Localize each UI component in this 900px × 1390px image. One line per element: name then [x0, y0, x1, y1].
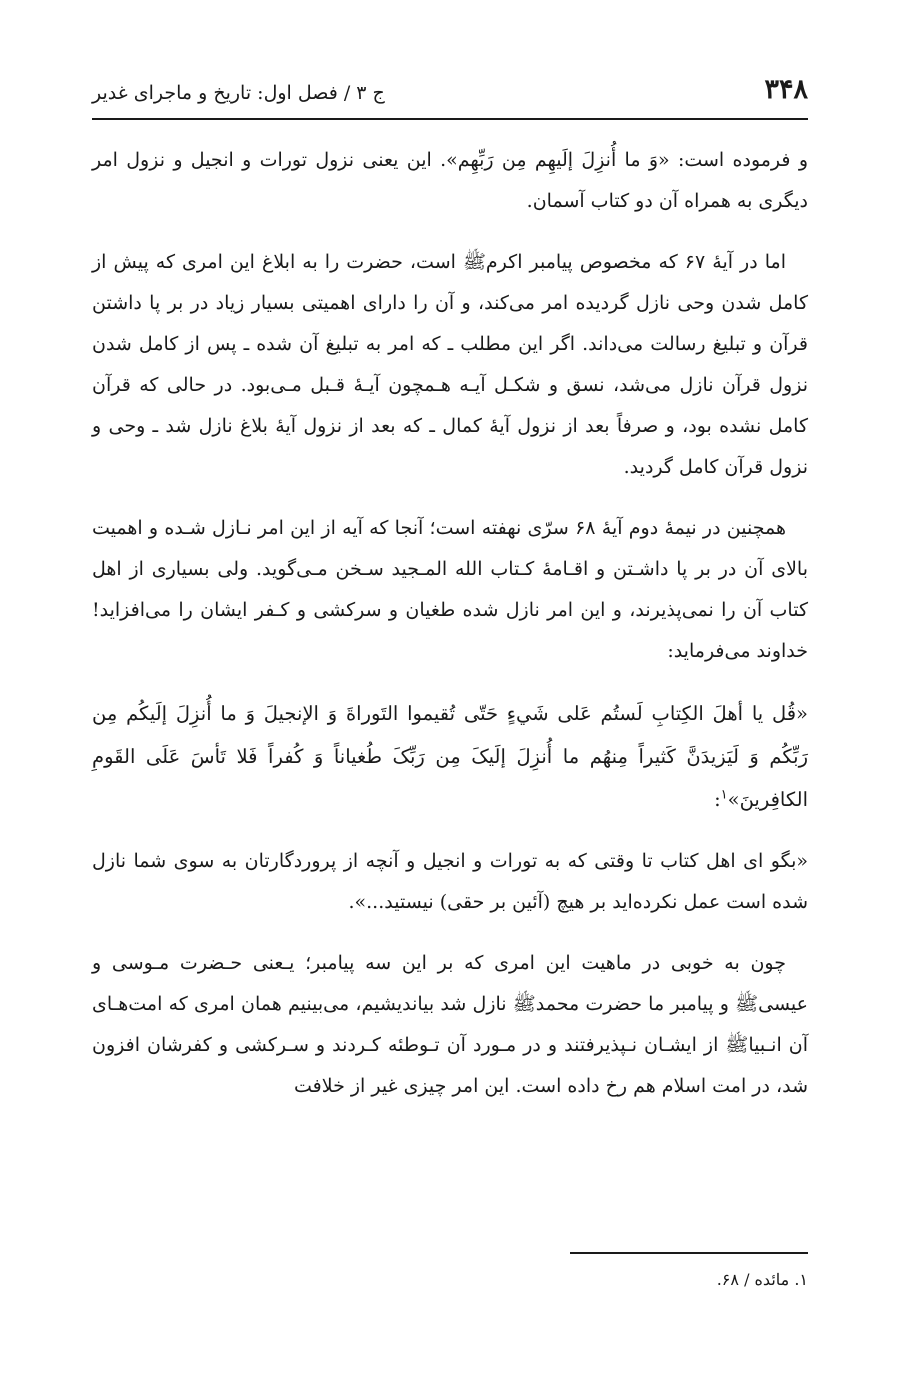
quran-verse	[92, 692, 808, 821]
verse-text: «قُل يا أهلَ الكِتابِ لَستُم عَلى شَيءٍ حَتّى تُقيموا التَوراةَ وَ الإنجيلَ وَ ما أُنزِلَ إلَيكُم مِن رَبِّكُم وَ لَيَزيدَنَّ كَثيراً مِنهُم ما أُنزِلَ إلَيکَ مِن رَبِّکَ طُغياناً وَ كُفراً فَلا تَأسَ عَلَى القَومِ الكافِرينَ»	[92, 702, 808, 811]
page-header	[92, 72, 808, 120]
footnote: ١. مائده / ۶۸.	[716, 1270, 808, 1289]
footnote-divider	[570, 1252, 808, 1254]
paragraph-3: همچنین در نیمهٔ دوم آیهٔ ۶۸ سرّی نهفته است؛ آنجا که آیه از این امر نـازل شـده و اهمیت بالای آن در بر پا داشـتن و اقـامهٔ کـتاب الله المـجید سـخن مـی‌گوید. ولی بسیاری از اهل کتاب آن را نمی‌پذیرند، و این امر نازل شده طغیان و سرکشی و کـفر ایشان را می‌افزاید! خداوند می‌فرماید:	[92, 517, 808, 662]
book-page	[92, 0, 808, 1390]
running-title: ج ۳ / فصل اول: تاریخ و ماجرای غدیر	[92, 82, 385, 104]
verse-translation: «بگو ای اهل کتاب تا وقتی که به تورات و انجیل و آنچه از پروردگارتان به سوی شما نازل شده است عمل نکرده‌اید بر هیچ (آئین بر حقی) نیستید...».	[92, 850, 808, 913]
footnote-reference[interactable]: ١	[720, 787, 728, 803]
body-text	[92, 140, 808, 1127]
paragraph-6: چون به خوبی در ماهیت این امری که بر این سه پیامبر؛ یـعنی حـضرت مـوسی و عیسیﷺ و پیامبر ما حضرت محمدﷺ نازل شد بیاندیشیم، می‌بینیم همان امری که امت‌هـای آن انـبیاﷺ از ایشـان نـپذیرفتند و در مـورد آن تـوطئه کـردند و سـرکشی و کفرشان افزون شد، در امت اسلام هم رخ داده است. این امر چیزی غیر از خلافت	[92, 952, 808, 1097]
verse-suffix: :	[714, 788, 721, 811]
paragraph-2: اما در آیهٔ ۶۷ که مخصوص پیامبر اکرمﷺ است، حضرت را به ابلاغ این امری که پیش از کامل شدن وحی نازل گردیده امر می‌کند، و آن را دارای اهمیتی بسیار زیاد در بر پا داشتن قرآن و تبلیغ رسالت می‌داند. اگر این مطلب ـ که امر به تبلیغ آن شده ـ پس از کامل شدن نزول قرآن نازل می‌شد، نسق و شکـل آیـه هـمچون آیـهٔ قـبل مـی‌بود. در حالی که قرآن کامل نشده بود، و صرفاً بعد از نزول آیهٔ کمال ـ که بعد از نزول آیهٔ بلاغ نازل شد ـ وحی و نزول قرآن کامل گردید.	[92, 251, 808, 478]
paragraph-1: و فرموده است: «وَ ما أُنزِلَ إلَيهِم مِن رَبِّهِم». این یعنی نزول تورات و انجیل و نزول امر دیگری به همراه آن دو کتاب آسمان.	[92, 149, 808, 212]
page-number: ۳۴۸	[764, 74, 808, 105]
